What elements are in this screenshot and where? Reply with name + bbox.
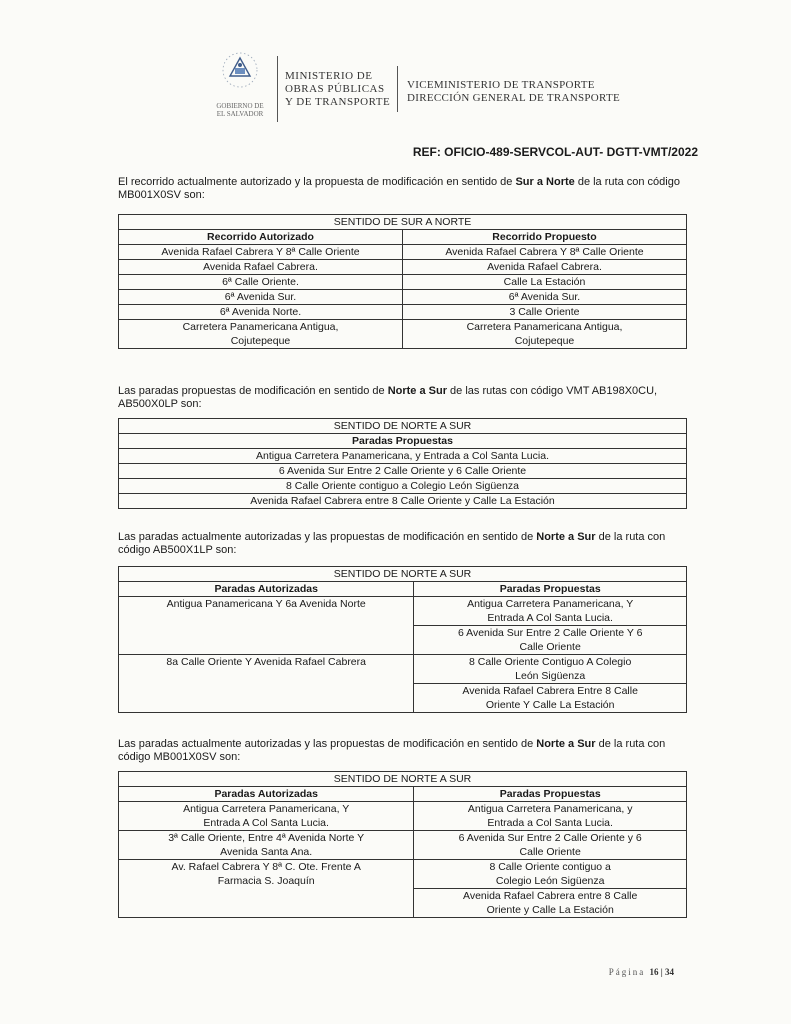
intro-direction: Norte a Sur bbox=[536, 531, 596, 543]
table-row bbox=[119, 860, 687, 889]
table-row bbox=[119, 305, 687, 320]
table-row bbox=[119, 260, 687, 275]
page-label: Página bbox=[608, 967, 646, 977]
intro-text: de la ruta con código AB500X1LP son: bbox=[118, 531, 666, 556]
column-header: Paradas Autorizadas bbox=[119, 582, 414, 597]
cell-proposed: 6ª Avenida Sur. bbox=[403, 290, 687, 305]
section1-intro bbox=[118, 176, 688, 202]
table-norte-sur-ab500x1lp bbox=[118, 566, 687, 713]
cell-authorized: 6ª Avenida Sur. bbox=[119, 290, 403, 305]
table-title: SENTIDO DE NORTE A SUR bbox=[119, 567, 687, 582]
intro-text: Las paradas actualmente autorizadas y las propuestas de modificación en sentido de bbox=[118, 738, 537, 750]
section2-intro bbox=[118, 385, 688, 411]
cell-proposed: 3 Calle Oriente bbox=[403, 305, 687, 320]
cell-proposed: 6 Avenida Sur Entre 2 Calle Oriente Y 6 Calle Oriente bbox=[414, 626, 687, 655]
cell-authorized: 8a Calle Oriente Y Avenida Rafael Cabrera bbox=[119, 655, 414, 713]
cell-authorized: 6ª Avenida Norte. bbox=[119, 305, 403, 320]
table-title: SENTIDO DE SUR A NORTE bbox=[119, 215, 687, 230]
gov-line-1: GOBIERNO DE bbox=[216, 102, 264, 110]
table-row bbox=[119, 655, 687, 684]
cell-authorized: Antigua Panamericana Y 6a Avenida Norte bbox=[119, 597, 414, 655]
intro-text: Las paradas actualmente autorizadas y las propuestas de modificación en sentido de bbox=[118, 531, 537, 543]
intro-text: de las rutas con código VMT AB198X0CU, AB500X0LP son: bbox=[118, 385, 658, 410]
ministry-line-2: OBRAS PÚBLICAS bbox=[285, 83, 385, 95]
table-row bbox=[119, 275, 687, 290]
cell-proposed: Avenida Rafael Cabrera Entre 8 Calle Oriente Y Calle La Estación bbox=[414, 684, 687, 713]
cell-proposed: Avenida Rafael Cabrera entre 8 Calle Oriente y Calle La Estación bbox=[414, 889, 687, 918]
table-row bbox=[119, 290, 687, 305]
cell-authorized: Antigua Carretera Panamericana, Y Entrada A Col Santa Lucia. bbox=[119, 802, 414, 831]
table-row bbox=[119, 597, 687, 626]
page-number: 16 | 34 bbox=[649, 967, 674, 977]
table-row bbox=[119, 479, 687, 494]
table-row bbox=[119, 831, 687, 860]
intro-text: El recorrido actualmente autorizado y la propuesta de modificación en sentido de bbox=[118, 176, 516, 188]
intro-text: de la ruta con código MB001X0SV son: bbox=[118, 738, 666, 763]
cell-proposed: 6 Avenida Sur Entre 2 Calle Oriente y 6 Calle Oriente bbox=[119, 464, 687, 479]
cell-proposed: Antigua Carretera Panamericana, Y Entrada A Col Santa Lucia. bbox=[414, 597, 687, 626]
government-label bbox=[205, 102, 275, 118]
vice-ministry-name bbox=[407, 79, 620, 105]
cell-authorized: Avenida Rafael Cabrera. bbox=[119, 260, 403, 275]
cell-proposed: 6 Avenida Sur Entre 2 Calle Oriente y 6 Calle Oriente bbox=[414, 831, 687, 860]
cell-proposed: 8 Calle Oriente Contiguo A Colegio León Sigüenza bbox=[414, 655, 687, 684]
column-header: Recorrido Autorizado bbox=[119, 230, 403, 245]
cell-proposed: Antigua Carretera Panamericana, y Entrada a Col Santa Lucia. bbox=[119, 449, 687, 464]
column-header: Paradas Propuestas bbox=[414, 787, 687, 802]
cell-proposed: Avenida Rafael Cabrera Y 8ª Calle Oriente bbox=[403, 245, 687, 260]
cell-proposed: Carretera Panamericana Antigua, Cojutepeque bbox=[403, 320, 687, 349]
table-sur-norte bbox=[118, 214, 687, 349]
intro-text: Las paradas propuestas de modificación en sentido de bbox=[118, 385, 388, 397]
intro-direction: Sur a Norte bbox=[515, 176, 575, 188]
vice-line-2: DIRECCIÓN GENERAL DE TRANSPORTE bbox=[407, 92, 621, 104]
section3-intro bbox=[118, 531, 688, 557]
vice-line-1: VICEMINISTERIO DE TRANSPORTE bbox=[407, 79, 595, 91]
cell-proposed: 8 Calle Oriente contiguo a Colegio León Sigüenza bbox=[414, 860, 687, 889]
table-title: SENTIDO DE NORTE A SUR bbox=[119, 419, 687, 434]
column-header: Paradas Propuestas bbox=[119, 434, 687, 449]
cell-authorized: 3ª Calle Oriente, Entre 4ª Avenida Norte Y Avenida Santa Ana. bbox=[119, 831, 414, 860]
table-row bbox=[119, 320, 687, 349]
ministry-name bbox=[285, 70, 390, 109]
cell-proposed: Avenida Rafael Cabrera. bbox=[403, 260, 687, 275]
divider bbox=[397, 66, 398, 112]
table-norte-sur-mb001x0sv bbox=[118, 771, 687, 918]
intro-direction: Norte a Sur bbox=[387, 385, 447, 397]
table-row bbox=[119, 802, 687, 831]
table-row bbox=[119, 464, 687, 479]
page-footer bbox=[609, 967, 674, 977]
letterhead bbox=[205, 48, 625, 128]
table-row bbox=[119, 494, 687, 509]
cell-proposed: Avenida Rafael Cabrera entre 8 Calle Oriente y Calle La Estación bbox=[119, 494, 687, 509]
column-header: Paradas Autorizadas bbox=[119, 787, 414, 802]
cell-proposed: 8 Calle Oriente contiguo a Colegio León Sigüenza bbox=[119, 479, 687, 494]
ministry-line-1: MINISTERIO DE bbox=[285, 70, 373, 82]
reference-number: REF: OFICIO-489-SERVCOL-AUT- DGTT-VMT/2022 bbox=[412, 145, 698, 159]
table-norte-sur-propuestas bbox=[118, 418, 687, 509]
intro-direction: Norte a Sur bbox=[536, 738, 596, 750]
cell-proposed: Calle La Estación bbox=[403, 275, 687, 290]
cell-authorized: 6ª Calle Oriente. bbox=[119, 275, 403, 290]
cell-authorized: Carretera Panamericana Antigua, Cojutepeque bbox=[119, 320, 403, 349]
divider bbox=[277, 56, 278, 122]
cell-authorized: Av. Rafael Cabrera Y 8ª C. Ote. Frente A Farmacia S. Joaquín bbox=[119, 860, 414, 918]
column-header: Recorrido Propuesto bbox=[403, 230, 687, 245]
column-header: Paradas Propuestas bbox=[414, 582, 687, 597]
national-seal-icon bbox=[215, 48, 265, 108]
intro-text: de la ruta con código MB001X0SV son: bbox=[118, 176, 680, 201]
cell-authorized: Avenida Rafael Cabrera Y 8ª Calle Oriente bbox=[119, 245, 403, 260]
table-title: SENTIDO DE NORTE A SUR bbox=[119, 772, 687, 787]
section4-intro bbox=[118, 738, 688, 764]
table-row bbox=[119, 245, 687, 260]
table-row bbox=[119, 449, 687, 464]
cell-proposed: Antigua Carretera Panamericana, y Entrada a Col Santa Lucia. bbox=[414, 802, 687, 831]
gov-line-2: EL SALVADOR bbox=[216, 110, 264, 118]
ministry-line-3: Y DE TRANSPORTE bbox=[285, 96, 391, 108]
